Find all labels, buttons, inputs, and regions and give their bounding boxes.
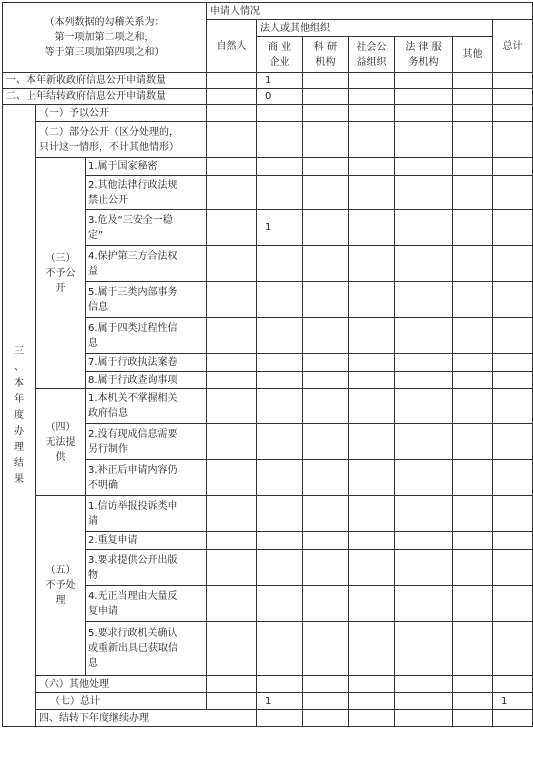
value-cell (303, 496, 349, 532)
sub-item-label: 2.重复申请 (86, 532, 207, 550)
value-cell (349, 389, 395, 424)
sub-item-label (86, 586, 207, 622)
value-cell (349, 354, 395, 372)
value-cell (303, 89, 349, 105)
section-3-label (3, 105, 36, 727)
table-row (3, 158, 533, 176)
value-cell (207, 246, 257, 282)
value-cell (207, 532, 257, 550)
legal-person-org-header: 法人或其他组织 (257, 20, 493, 37)
value-cell (349, 122, 395, 158)
value-cell (349, 676, 395, 693)
value-cell (207, 73, 257, 89)
value-cell (207, 424, 257, 460)
value-cell (493, 246, 533, 282)
value-cell (453, 210, 493, 246)
value-cell (453, 693, 493, 710)
sub-item-line: 不明确 (88, 479, 118, 491)
category-label-line: 理 (55, 595, 66, 606)
sub-item-label (86, 389, 207, 424)
sub-item-line: 3.危及“三安全一稳 (88, 214, 173, 226)
value-cell (257, 622, 303, 676)
sub-item-line: 5.要求行政机关确认 (88, 628, 178, 639)
sub-item-line: 定” (88, 229, 104, 241)
value-cell (453, 246, 493, 282)
legal-service-header (395, 37, 453, 73)
value-cell: 1 (257, 693, 303, 710)
sub-item-label (86, 460, 207, 496)
value-cell (453, 73, 493, 89)
category-label-line: （三） (45, 252, 76, 264)
value-cell (493, 389, 533, 424)
header-note-line: 第一项加第二项之和， (54, 32, 155, 43)
commercial-header-line: 商 业 (267, 41, 292, 53)
sub-item-label: 8.属于行政查询事项 (86, 372, 207, 389)
value-cell (303, 318, 349, 354)
value-cell (303, 622, 349, 676)
section-3-char: 结 (14, 457, 24, 469)
value-cell (349, 693, 395, 710)
value-cell (453, 372, 493, 389)
value-cell (453, 496, 493, 532)
value-cell (303, 532, 349, 550)
section-3-char: 度 (14, 409, 24, 421)
value-cell (453, 532, 493, 550)
row-label: （一）予以公开 (36, 105, 207, 122)
value-cell (453, 176, 493, 210)
section-3-char: 本 (14, 377, 24, 389)
value-cell (349, 710, 395, 727)
value-cell (493, 105, 533, 122)
category-label-line: （四） (45, 421, 76, 433)
value-cell (349, 622, 395, 676)
row-label-line: （二）部分公开（区分处理的， (39, 126, 179, 138)
sub-item-label (86, 282, 207, 318)
header-note-cell (3, 3, 207, 73)
social-header-line: 社会公 (356, 41, 387, 53)
sub-item-label (86, 176, 207, 210)
value-cell (453, 622, 493, 676)
value-cell (395, 372, 453, 389)
value-cell (395, 176, 453, 210)
value-cell (257, 550, 303, 586)
value-cell (493, 710, 533, 727)
value-cell (349, 105, 395, 122)
value-cell (453, 105, 493, 122)
category-label-line: 不予处 (45, 580, 76, 591)
value-cell (257, 354, 303, 372)
value-cell (395, 460, 453, 496)
value-cell: 1 (257, 210, 303, 246)
table-row (3, 676, 533, 693)
value-cell (349, 460, 395, 496)
applicant-info-header: 申请人情况 (207, 3, 533, 20)
value-cell (395, 282, 453, 318)
sub-item-line: 政府信息 (88, 408, 128, 419)
sub-item-line: 5.属于三类内部事务 (88, 286, 178, 298)
value-cell (395, 532, 453, 550)
sub-item-line: 息 (88, 658, 98, 669)
value-cell (453, 318, 493, 354)
header-row-1 (3, 3, 533, 20)
value-cell (395, 354, 453, 372)
value-cell (395, 158, 453, 176)
category-5-label (36, 496, 86, 676)
value-cell (453, 424, 493, 460)
report-table-container (2, 2, 533, 727)
sub-item-line: 息 (88, 337, 98, 349)
value-cell (493, 372, 533, 389)
value-cell (303, 586, 349, 622)
value-cell (493, 532, 533, 550)
section-3-char: 年 (14, 393, 24, 405)
table-row (3, 105, 533, 122)
category-label-line: （五） (45, 565, 76, 576)
value-cell (257, 496, 303, 532)
value-cell (349, 550, 395, 586)
value-cell (453, 389, 493, 424)
value-cell (349, 246, 395, 282)
value-cell (303, 105, 349, 122)
table-row (3, 73, 533, 89)
row-label: （七）总计 (36, 693, 207, 710)
value-cell (257, 176, 303, 210)
value-cell (257, 586, 303, 622)
sub-item-line: 另行制作 (88, 443, 128, 455)
value-cell (395, 676, 453, 693)
value-cell (453, 89, 493, 105)
value-cell (257, 389, 303, 424)
row-label: 一、本年新收政府信息公开申请数量 (3, 73, 207, 89)
table-row (3, 710, 533, 727)
value-cell (395, 710, 453, 727)
value-cell (493, 73, 533, 89)
value-cell (207, 389, 257, 424)
row-label: （六）其他处理 (36, 676, 207, 693)
value-cell (303, 676, 349, 693)
value-cell (207, 676, 257, 693)
value-cell (349, 532, 395, 550)
value-cell (395, 424, 453, 460)
value-cell (257, 158, 303, 176)
table-row (3, 693, 533, 710)
header-note-line: 等于第三项加第四项之和） (44, 47, 165, 58)
value-cell (349, 496, 395, 532)
sub-item-line: 1.本机关不掌握相关 (88, 393, 178, 404)
value-cell (493, 586, 533, 622)
value-cell (207, 354, 257, 372)
value-cell (303, 210, 349, 246)
value-cell (303, 158, 349, 176)
value-cell (303, 73, 349, 89)
sub-item-line: 或重新出具已获取信 (88, 643, 178, 654)
sub-item-label (86, 246, 207, 282)
sub-item-label: 7.属于行政执法案卷 (86, 354, 207, 372)
value-cell (395, 318, 453, 354)
value-cell (257, 246, 303, 282)
value-cell (207, 496, 257, 532)
table-row (3, 122, 533, 158)
category-4-label (36, 389, 86, 496)
sub-item-line: 1.信访举报投诉类申 (88, 500, 178, 512)
sub-item-label (86, 622, 207, 676)
research-header-line: 科 研 (313, 41, 338, 53)
category-label-line: 供 (55, 451, 66, 463)
value-cell (303, 372, 349, 389)
value-cell (257, 122, 303, 158)
value-cell (395, 246, 453, 282)
category-3-label (36, 158, 86, 389)
value-cell (257, 532, 303, 550)
sub-item-line: 3.要求提供公开出版 (88, 554, 178, 566)
value-cell (453, 158, 493, 176)
value-cell (303, 282, 349, 318)
sub-item-line: 复申请 (88, 605, 118, 617)
value-cell (453, 676, 493, 693)
section-3-char: 理 (14, 441, 24, 453)
value-cell (395, 550, 453, 586)
value-cell (395, 693, 453, 710)
value-cell (257, 676, 303, 693)
value-cell (493, 622, 533, 676)
value-cell (493, 460, 533, 496)
value-cell (493, 550, 533, 586)
value-cell (453, 550, 493, 586)
value-cell (303, 122, 349, 158)
value-cell (303, 710, 349, 727)
commercial-header (257, 37, 303, 73)
category-label-line: 开 (55, 282, 66, 294)
value-cell (349, 424, 395, 460)
value-cell: 1 (493, 693, 533, 710)
table-row (3, 496, 533, 532)
value-cell (395, 389, 453, 424)
value-cell (207, 622, 257, 676)
sub-item-label (86, 550, 207, 586)
value-cell (493, 176, 533, 210)
value-cell (207, 318, 257, 354)
section-3-char: 三 (14, 345, 24, 357)
value-cell (207, 89, 257, 105)
section-3-char: 、 (14, 361, 24, 373)
row-label: 二、上年结转政府信息公开申请数量 (3, 89, 207, 105)
value-cell (257, 105, 303, 122)
sub-item-label (86, 318, 207, 354)
value-cell (207, 176, 257, 210)
header-note-line: （本列数据的勾稽关系为： (44, 17, 165, 28)
value-cell (349, 176, 395, 210)
sub-item-line: 2.没有现成信息需要 (88, 428, 178, 440)
legal-service-header-line: 务机构 (408, 56, 439, 68)
value-cell (303, 460, 349, 496)
value-cell (349, 158, 395, 176)
other-header: 其他 (453, 37, 493, 73)
value-cell (395, 210, 453, 246)
value-cell (453, 586, 493, 622)
value-cell (493, 354, 533, 372)
value-cell (349, 210, 395, 246)
sub-item-line: 3.补正后申请内容仍 (88, 464, 178, 476)
sub-item-label (86, 424, 207, 460)
value-cell (493, 676, 533, 693)
sub-item-line: 6.属于四类过程性信 (88, 322, 178, 334)
row-label-line: 只计这一情形，不计其他情形） (39, 141, 179, 153)
value-cell (453, 710, 493, 727)
sub-item-line: 物 (88, 569, 98, 581)
value-cell (395, 122, 453, 158)
sub-item-label: 1.属于国家秘密 (86, 158, 207, 176)
value-cell (207, 693, 257, 710)
value-cell (303, 693, 349, 710)
value-cell: 1 (257, 73, 303, 89)
value-cell (349, 89, 395, 105)
value-cell (207, 372, 257, 389)
value-cell (493, 282, 533, 318)
value-cell (395, 586, 453, 622)
sub-item-label (86, 496, 207, 532)
value-cell (453, 282, 493, 318)
value-cell (453, 460, 493, 496)
sub-item-line: 4.无正当理由大量反 (88, 590, 178, 602)
value-cell (493, 496, 533, 532)
value-cell (257, 424, 303, 460)
section-3-char: 果 (14, 473, 24, 485)
value-cell (395, 496, 453, 532)
government-info-disclosure-table (2, 2, 533, 727)
value-cell (257, 318, 303, 354)
row-label: 四、结转下年度继续办理 (36, 710, 257, 727)
value-cell (453, 122, 493, 158)
row-label (36, 122, 207, 158)
value-cell (493, 89, 533, 105)
sub-item-line: 请 (88, 515, 98, 527)
value-cell: 0 (257, 89, 303, 105)
category-label-line: 不予公 (45, 267, 76, 279)
value-cell (395, 89, 453, 105)
value-cell (493, 122, 533, 158)
value-cell (303, 550, 349, 586)
research-header (303, 37, 349, 73)
value-cell (303, 424, 349, 460)
sub-item-line: 4.保护第三方合法权 (88, 250, 178, 262)
value-cell (257, 460, 303, 496)
value-cell (493, 158, 533, 176)
value-cell (207, 122, 257, 158)
value-cell (207, 158, 257, 176)
total-header: 总计 (493, 20, 533, 73)
commercial-header-line: 企业 (269, 56, 290, 68)
section-3-char: 办 (14, 425, 24, 437)
value-cell (395, 622, 453, 676)
value-cell (207, 460, 257, 496)
value-cell (207, 210, 257, 246)
sub-item-line: 益 (88, 265, 98, 277)
value-cell (395, 105, 453, 122)
value-cell (349, 586, 395, 622)
value-cell (207, 550, 257, 586)
value-cell (257, 710, 303, 727)
sub-item-line: 2.其他法律行政法规 (88, 179, 178, 191)
research-header-line: 机构 (315, 56, 336, 68)
value-cell (493, 318, 533, 354)
value-cell (453, 354, 493, 372)
value-cell (349, 282, 395, 318)
natural-person-header: 自然人 (207, 20, 257, 73)
sub-item-line: 信息 (88, 301, 108, 313)
value-cell (303, 176, 349, 210)
table-row (3, 89, 533, 105)
social-header-line: 益组织 (356, 56, 387, 68)
value-cell (493, 210, 533, 246)
value-cell (303, 246, 349, 282)
value-cell (207, 282, 257, 318)
sub-item-label (86, 210, 207, 246)
value-cell (493, 424, 533, 460)
value-cell (303, 354, 349, 372)
value-cell (303, 389, 349, 424)
category-label-line: 无法提 (45, 436, 76, 448)
value-cell (257, 372, 303, 389)
value-cell (349, 318, 395, 354)
value-cell (207, 586, 257, 622)
table-row (3, 389, 533, 424)
value-cell (349, 73, 395, 89)
sub-item-line: 禁止公开 (88, 194, 128, 206)
value-cell (395, 73, 453, 89)
value-cell (349, 372, 395, 389)
value-cell (257, 282, 303, 318)
legal-service-header-line: 法 律 服 (405, 41, 442, 53)
social-header (349, 37, 395, 73)
value-cell (207, 105, 257, 122)
